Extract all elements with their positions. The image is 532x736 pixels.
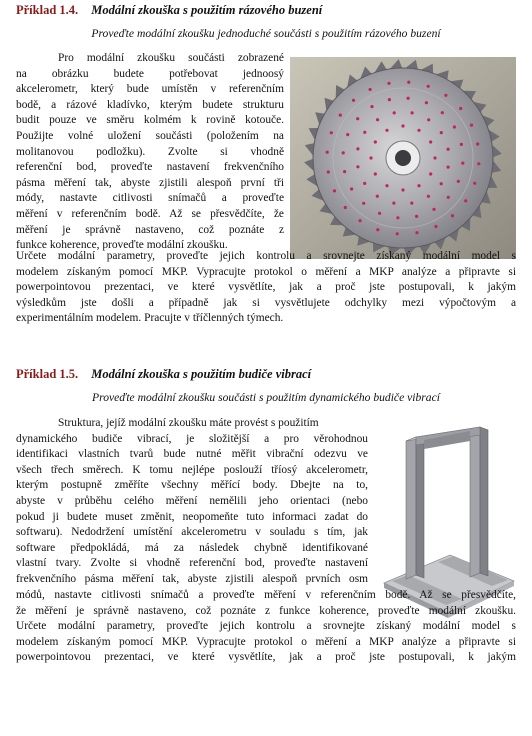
- measurement-point-marker: [374, 140, 377, 143]
- measurement-point-marker: [356, 165, 359, 168]
- measurement-point-marker: [385, 184, 388, 187]
- example-1-5-subtitle: Proveďte modální zkoušku součásti s použitím dynamického budiče vibrací: [92, 391, 440, 404]
- text-line: molitanovou podložku). Zvolte si vhodně: [16, 145, 284, 158]
- measurement-point-marker: [473, 182, 476, 185]
- text-line: všech třech směrech. K tomu nejlépe poslouží tříosý akcelerometr,: [16, 463, 368, 476]
- example-1-4-full-text: [16, 249, 516, 327]
- measurement-point-marker: [447, 166, 450, 169]
- text-line: funkce koherence, proveďte modální zkoušku.: [16, 239, 228, 252]
- text-line: na obrázku budete potřebovat jednoosý: [16, 67, 284, 80]
- measurement-point-marker: [333, 189, 336, 192]
- measurement-point-marker: [376, 118, 379, 121]
- example-1-4-heading: [16, 3, 322, 18]
- example-title: Modální zkouška s použitím rázového buzení: [91, 3, 323, 17]
- text-line: výsledkům jste došli a případně jak si vysvětlujete odchylky mezi výpočtovým a: [16, 296, 516, 309]
- measurement-point-marker: [464, 199, 467, 202]
- measurement-point-marker: [410, 202, 413, 205]
- measurement-point-marker: [441, 111, 444, 114]
- measurement-point-marker: [476, 142, 479, 145]
- text-line: Struktura, jejíž modální zkoušku máte provést s použitím: [58, 417, 319, 429]
- saw-blade-photo: [290, 57, 516, 259]
- measurement-point-marker: [339, 114, 342, 117]
- measurement-point-marker: [356, 147, 359, 150]
- measurement-point-marker: [330, 131, 333, 134]
- measurement-point-marker: [396, 216, 399, 219]
- text-line: Pro modální zkoušku součásti zobrazené: [58, 52, 284, 64]
- example-1-4-subtitle: Proveďte modální zkoušku jednoduché součásti s použitím rázového buzení: [91, 27, 441, 40]
- text-line: pokud ji budete muset změnit, neopomeňte tuto informaci zadat do: [16, 510, 368, 523]
- measurement-point-marker: [387, 82, 390, 85]
- measurement-point-marker: [459, 107, 462, 110]
- measurement-point-marker: [327, 170, 330, 173]
- measurement-point-marker: [429, 140, 432, 143]
- text-line: modelem získaným pomocí MKP. Vypracujte protokol o měření a MKP analýze a připravte si: [16, 265, 516, 278]
- measurement-point-marker: [401, 124, 404, 127]
- example-1-5-wrapped-text: [16, 416, 368, 588]
- measurement-point-marker: [477, 162, 480, 165]
- measurement-point-marker: [369, 156, 372, 159]
- measurement-point-marker: [417, 129, 420, 132]
- measurement-point-marker: [411, 111, 414, 114]
- text-line: frekvenčního pásma měření tak, abyste zjistili alespoň prvních osm: [16, 572, 368, 585]
- text-line: softwaru). Nedodržení umístění akcelerometru v souladu s tím, jak: [16, 526, 368, 539]
- text-line: módy, nastavte citlivosti snímačů a proveďte: [16, 192, 284, 205]
- measurement-point-marker: [429, 172, 432, 175]
- measurement-point-marker: [457, 180, 460, 183]
- text-line: dynamického budiče vibrací, je složitější a pro věrohodnou: [16, 432, 368, 445]
- text-line: powerpointovou prezentaci, ve které vysvětlíte, jak a proč jste postupovali, k jakým: [16, 281, 516, 294]
- measurement-point-marker: [460, 143, 463, 146]
- measurement-point-marker: [427, 85, 430, 88]
- measurement-point-marker: [363, 182, 366, 185]
- measurement-point-marker: [440, 182, 443, 185]
- measurement-point-marker: [447, 196, 450, 199]
- measurement-point-marker: [388, 98, 391, 101]
- measurement-point-marker: [362, 202, 365, 205]
- measurement-point-marker: [376, 195, 379, 198]
- text-line: Určete modální parametry, proveďte jejich kontrolu a srovnejte získaný modální model s: [16, 250, 516, 262]
- measurement-point-marker: [370, 105, 373, 108]
- measurement-point-marker: [356, 117, 359, 120]
- measurement-point-marker: [359, 219, 362, 222]
- measurement-point-marker: [344, 206, 347, 209]
- measurement-point-marker: [346, 133, 349, 136]
- text-line: Určete modální parametry, proveďte jejich kontrolu a srovnejte získaný modální model s: [16, 620, 516, 633]
- measurement-point-marker: [401, 188, 404, 191]
- text-line: budit pouze ve směru kolmém k rovině kotouče.: [16, 114, 284, 127]
- measurement-point-marker: [342, 151, 345, 154]
- measurement-point-marker: [433, 156, 436, 159]
- measurement-point-marker: [444, 94, 447, 97]
- measurement-point-marker: [417, 184, 420, 187]
- measurement-point-marker: [326, 151, 329, 154]
- example-1-5-heading: [16, 367, 311, 382]
- text-line: software předpokládá, má za následek chybně identifikované: [16, 541, 368, 554]
- text-line: pásma měření tak, abyste zjistili alespoň první tři: [16, 176, 284, 189]
- text-line: měření je správně nastaveno, což poznáte z: [16, 223, 284, 236]
- measurement-point-marker: [461, 162, 464, 165]
- text-line: kterým postupně změříte všechny měřící body. Dbejte na to,: [16, 479, 368, 492]
- example-1-4-wrapped-text: [16, 51, 284, 254]
- measurement-point-marker: [407, 81, 410, 84]
- example-number: Příklad 1.5.: [16, 367, 79, 381]
- text-line: referenční bod, proveďte nastavení frekvenčního: [16, 161, 284, 174]
- measurement-point-marker: [374, 172, 377, 175]
- measurement-point-marker: [343, 170, 346, 173]
- measurement-point-marker: [470, 124, 473, 127]
- measurement-point-marker: [427, 118, 430, 121]
- text-line: abyste v průběhu celého měření nemělili jeho orientaci (nebo: [16, 494, 368, 507]
- measurement-point-marker: [415, 231, 418, 234]
- text-line: powerpointovou prezentaci, ve které vysvětlíte, jak a proč jste postupovali, k jakým: [16, 651, 516, 664]
- text-line: Použijte volné uložení součásti (položením na: [16, 129, 284, 142]
- measurement-point-marker: [432, 208, 435, 211]
- example-title: Modální zkouška s použitím budiče vibrací: [91, 367, 312, 381]
- example-1-5-full-text: [16, 588, 516, 666]
- measurement-point-marker: [447, 148, 450, 151]
- measurement-point-marker: [363, 131, 366, 134]
- text-line: měření v referenčním bodě. Až se přesvědčíte, že: [16, 207, 284, 220]
- text-line: experimentálním modelem. Pracujte v tříčlenných týmech.: [16, 312, 284, 325]
- measurement-point-marker: [425, 101, 428, 104]
- measurement-point-marker: [352, 99, 355, 102]
- measurement-point-marker: [415, 215, 418, 218]
- measurement-point-marker: [369, 88, 372, 91]
- text-line: módů, nastavte citlivosti snímačů a proveďte měření v referenčním bodě. Až se přesvědčíte,: [16, 589, 516, 601]
- measurement-point-marker: [453, 125, 456, 128]
- example-number: Příklad 1.4.: [16, 3, 79, 17]
- text-line: bodě, a rázové kladívko, kterým budete strukturu: [16, 98, 284, 111]
- measurement-point-marker: [350, 187, 353, 190]
- text-line: vlastní tvary. Zvolte si vhodně referenční bod, proveďte nastavení: [16, 557, 368, 570]
- measurement-point-marker: [440, 131, 443, 134]
- measurement-point-marker: [376, 228, 379, 231]
- measurement-point-marker: [393, 111, 396, 114]
- measurement-point-marker: [385, 129, 388, 132]
- measurement-point-marker: [451, 214, 454, 217]
- measurement-point-marker: [392, 202, 395, 205]
- measurement-point-marker: [407, 97, 410, 100]
- measurement-point-marker: [427, 195, 430, 198]
- measurement-point-marker: [378, 212, 381, 215]
- text-line: akcelerometr, který bude umístěn v referenčním: [16, 83, 284, 96]
- text-line: modelem získaným pomocí MKP. Vypracujte protokol o měření a MKP analýze a připravte si: [16, 635, 516, 648]
- measurement-point-marker: [434, 225, 437, 228]
- text-line: že měření je správně nastaveno, což poznáte z funkce koherence, proveďte modální zkoušku.: [16, 604, 516, 617]
- text-line: identifikaci vlastních tvarů bude nutné měřit vibrační odezvu ve: [16, 448, 368, 461]
- measurement-point-marker: [396, 232, 399, 235]
